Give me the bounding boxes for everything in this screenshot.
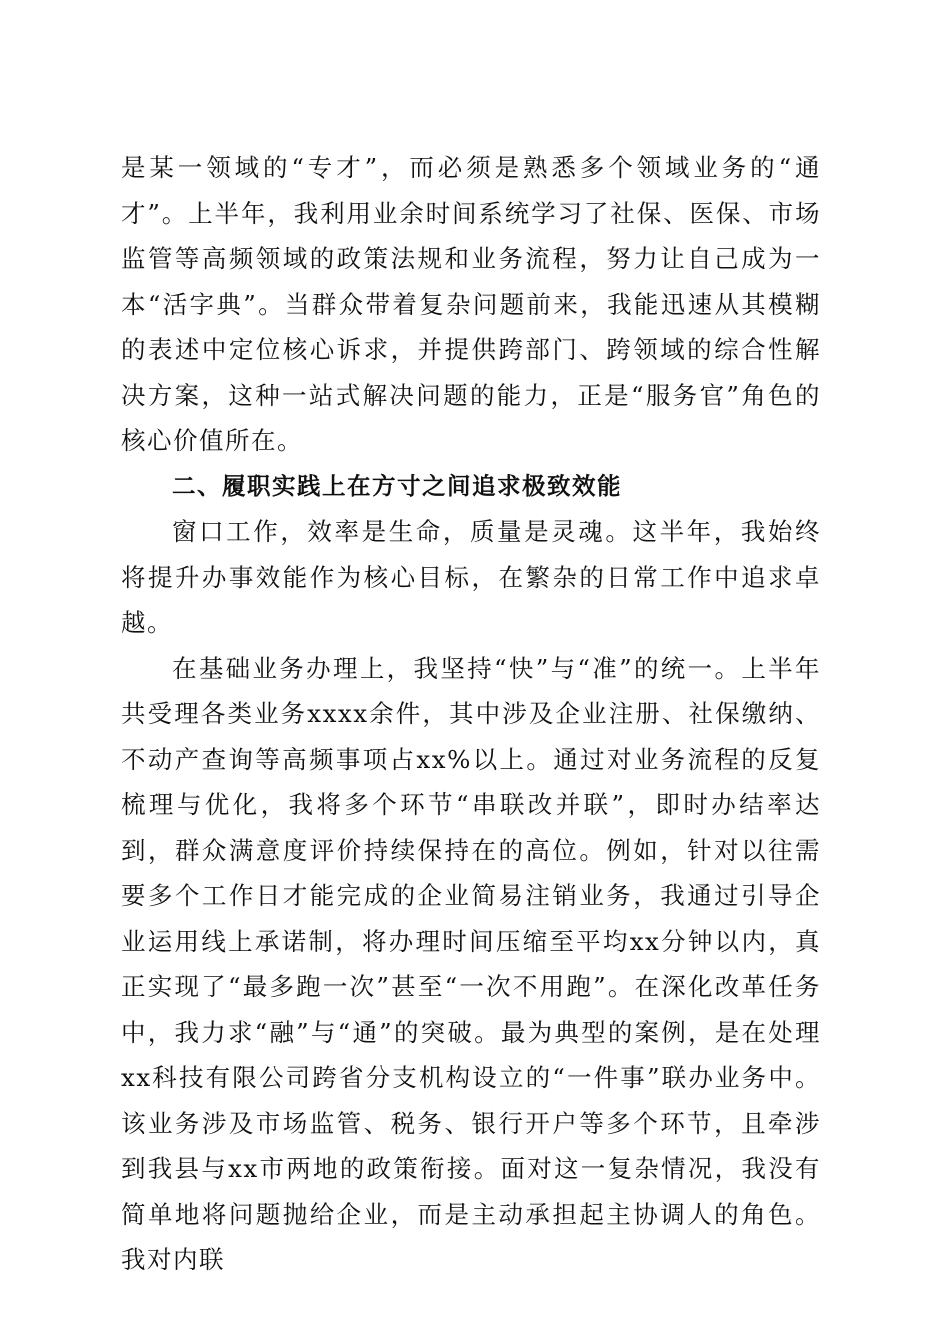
- document-body: [121, 145, 821, 1283]
- paragraph-3: 在基础业务办理上，我坚持“快”与“准”的统一。上半年共受理各类业务xxxx余件，其中涉及企业注册、社保缴纳、不动产查询等高频事项占xx%以上。通过对业务流程的反复梳理与优化，我将多个环节“串联改并联”，即时办结率达到，群众满意度评价持续保持在的高位。例如，针对以往需要多个工作日才能完成的企业简易注销业务，我通过引导企业运用线上承诺制，将办理时间压缩至平均xx分钟以内，真正实现了“最多跑一次”甚至“一次不用跑”。在深化改革任务中，我力求“融”与“通”的突破。最为典型的案例，是在处理xx科技有限公司跨省分支机构设立的“一件事”联办业务中。该业务涉及市场监管、税务、银行开户等多个环节，且牵涉到我县与xx市两地的政策衔接。面对这一复杂情况，我没有简单地将问题抛给企业，而是主动承担起主协调人的角色。我对内联: [121, 653, 821, 1274]
- section-heading-2: 二、履职实践上在方寸之间追求极致效能: [172, 471, 622, 500]
- paragraph-1: 是某一领域的“专才”，而必须是熟悉多个领域业务的“通才”。上半年，我利用业余时间系统学习了社保、医保、市场监管等高频领域的政策法规和业务流程，努力让自己成为一本“活字典”。当群众带着复杂问题前来，我能迅速从其模糊的表述中定位核心诉求，并提供跨部门、跨领域的综合性解决方案，这种一站式解决问题的能力，正是“服务官”角色的核心价值所在。: [121, 153, 821, 455]
- paragraph-2: 窗口工作，效率是生命，质量是灵魂。这半年，我始终将提升办事效能作为核心目标，在繁杂的日常工作中追求卓越。: [121, 517, 821, 637]
